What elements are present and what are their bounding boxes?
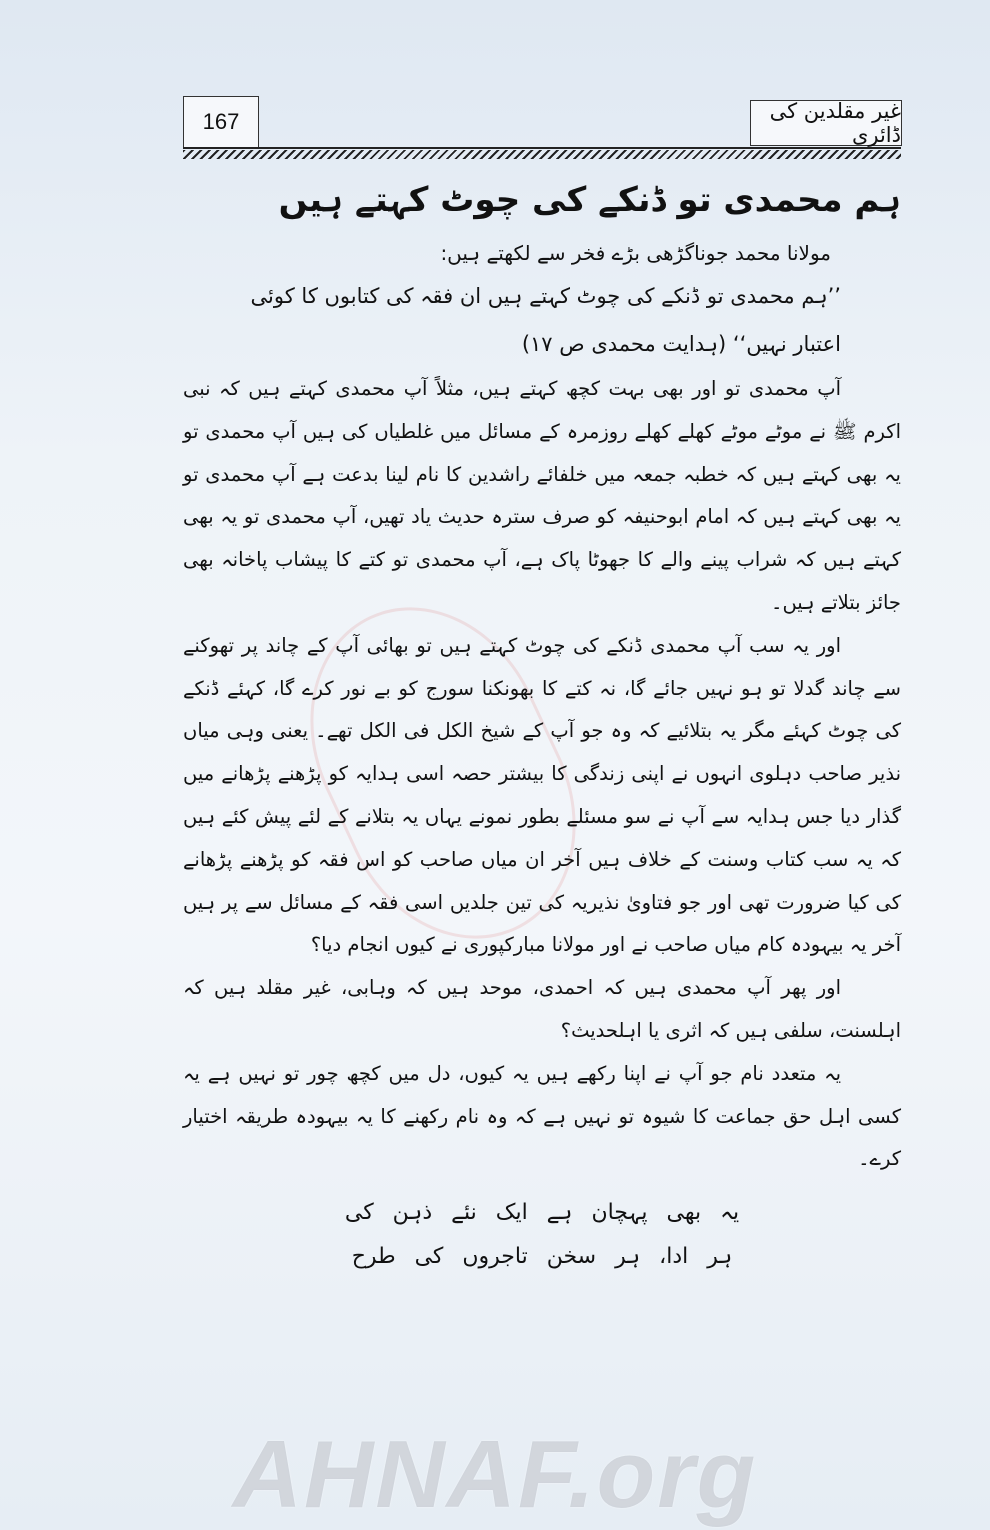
page-header-title: غیر مقلدین کی ڈائری xyxy=(750,100,902,146)
paragraph: یہ متعدد نام جو آپ نے اپنا رکھے ہیں یہ کیوں، دل میں کچھ چور تو نہیں ہے یہ کسی اہل حق جماعت کا شیوہ تو نہیں ہے کہ وہ نام رکھنے کا یہ بیہودہ طریقہ اختیار کرے۔ xyxy=(183,1061,901,1171)
quote-line-2: اعتبار نہیں‘‘ (ہدایت محمدی ص ۱۷) xyxy=(521,332,841,356)
verse-line-1: یہ بھی پہچان ہے ایک نئے ذہن کی xyxy=(344,1200,740,1226)
section-heading: ہم محمدی تو ڈنکے کی چوٹ کہتے ہیں xyxy=(278,180,901,220)
page-content xyxy=(183,168,901,1279)
header-rule-line xyxy=(183,147,901,149)
quote-line-1: ’’ہم محمدی تو ڈنکے کی چوٹ کہتے ہیں ان فقہ کی کتابوں کا کوئی xyxy=(250,284,841,308)
page-number: 167 xyxy=(183,96,259,148)
verse-line-2: ہر ادا، ہر سخن تاجروں کی طرح xyxy=(351,1244,733,1270)
paragraph: آپ محمدی تو اور بھی بہت کچھ کہتے ہیں، مثلاً آپ محمدی کہتے ہیں کہ نبی اکرم ﷺ نے موٹے موٹے کھلے کھلے روزمرہ کے مسائل میں غلطیاں کی ہیں آپ محمدی تو یہ بھی کہتے ہیں کہ خطبہ جمعہ میں خلفائے راشدین کا نام لینا بدعت ہے آپ محمدی تو یہ بھی کہتے ہیں کہ امام ابوحنیفہ کو صرف سترہ حدیث یاد تھیں، آپ محمدی تو یہ بھی کہتے ہیں کہ شراب پینے والے کا جھوٹا پاک ہے، آپ محمدی تو کتے کا پیشاب پاخانہ بھی جائز بتلاتے ہیں۔ xyxy=(183,377,901,614)
paragraph: اور پھر آپ محمدی ہیں کہ احمدی، موحد ہیں کہ وہابی، غیر مقلد ہیں کہ اہلسنت، سلفی ہیں کہ اثری یا اہلحدیث؟ xyxy=(183,976,901,1042)
paragraph: اور یہ سب آپ محمدی ڈنکے کی چوٹ کہتے ہیں تو بھائی آپ کے چاند پر تھوکنے سے چاند گدلا تو ہو نہیں جائے گا، نہ کتے کا بھونکنا سورج کو بے نور کرے گا، کہئے ڈنکے کی چوٹ کہئے مگر یہ بتلائیے کہ وہ جو آپ کے شیخ الکل فی الکل تھے۔ یعنی وہی میاں نذیر صاحب دہلوی انہوں نے اپنی زندگی کا بیشتر حصہ اسی ہدایہ کو پڑھنے پڑھانے میں گذار دیا جس ہدایہ سے آپ نے سو مسئلے بطور نمونے یہاں یہ بتلانے کے لئے پیش کئے ہیں کہ یہ سب کتاب وسنت کے خلاف ہیں آخر ان میاں صاحب کو اس فقہ کو پڑھنے پڑھانے کی کیا ضرورت تھی اور جو فتاویٰ نذیریہ کی تین جلدیں اسی فقہ کے مسائل سے پر ہیں آخر یہ بیہودہ کام میاں صاحب نے اور مولانا مبارکپوری نے کیوں انجام دیا؟ xyxy=(183,633,901,957)
header-rule-hatched xyxy=(183,150,901,159)
footer-watermark: AHNAF.org xyxy=(232,1421,758,1528)
intro-line: مولانا محمد جوناگڑھی بڑے فخر سے لکھتے ہیں: xyxy=(440,241,831,265)
